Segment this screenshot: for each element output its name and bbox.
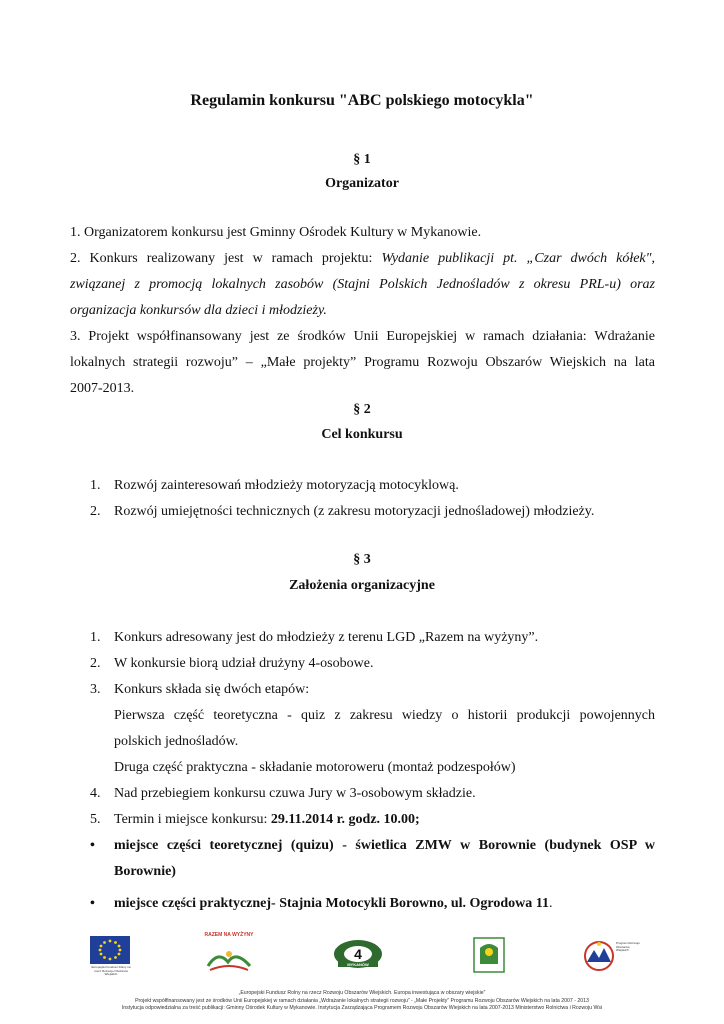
list-item-sub: Pierwsza część teoretyczna - quiz z zakresu wiedzy o historii produkcji powojennych polskich jednośladów. Druga część praktyczna - składanie motoroweru (montaż podzespołów) [114, 708, 655, 775]
eu-flag-logo: Europejski Fundusz Rolny na rzecz Rozwoju Obszarów Wiejskich [88, 936, 132, 981]
list-item: 4. Nad przebiegiem konkursu czuwa Jury w 3-osobowym składzie. [90, 786, 476, 801]
organization-list [90, 625, 655, 917]
list-item: 1. Rozwój zainteresowań młodzieży motoryzacją motocyklową. [90, 478, 459, 493]
project-paragraph-line3: organizacja konkursów dla dzieci i młodzieży. [70, 303, 327, 318]
list-item: 3. Konkurs składa się dwóch etapów: [90, 682, 310, 697]
project-paragraph-line1: 2. Konkurs realizowany jest w ramach projektu: Wydanie publikacji pt. „Czar dwóch kółek", [70, 251, 656, 266]
section-1-mark: § 1 [353, 152, 371, 167]
section-1-body [70, 220, 655, 402]
footer-logos [0, 932, 724, 986]
contest-date: 29.11.2014 r. godz. 10.00; [270, 812, 420, 827]
document-title: Regulamin konkursu "ABC polskiego motocykla" [190, 92, 534, 109]
list-item: 2. W konkursie biorą udział drużyny 4-osobowe. [90, 656, 374, 671]
organizer-paragraph: 1. Organizatorem konkursu jest Gminny Ośrodek Kultury w Mykanowie. [70, 225, 482, 240]
section-2-heading: Cel konkursu [321, 427, 403, 442]
funding-paragraph-line1: 3. Projekt współfinansowany jest ze środków Unii Europejskiej w ramach działania: Wdrażanie [70, 329, 655, 344]
goals-list [90, 473, 655, 525]
funding-paragraph-line2: lokalnych strategii rozwoju” – „Małe projekty” Programu Rozwoju Obszarów Wiejskich na lata [70, 355, 655, 370]
list-item: 2. Rozwój umiejętności technicznych (z zakresu motoryzacji jednośladowej) młodzieży. [90, 504, 595, 519]
leader-logo [472, 936, 506, 981]
section-1-heading: Organizator [325, 176, 399, 191]
footer-line-3: Instytucja odpowiedzialna za treść publikacji: Gminny Ośrodek Kultury w Mykanowie. Instytucja Zarządzająca Programem Rozwoju Obszarów Wiejskich na lata 2007-2013 Ministerstwo Rolnictwa i Rozwoju Wsi [121, 1005, 603, 1012]
funding-paragraph-line3: 2007-2013. [70, 381, 135, 396]
project-title-italic: Wydanie publikacji pt. „Czar dwóch kółek", [381, 251, 656, 266]
razem-na-wyzyny-logo: RAZEM NA WYŻYNY [204, 936, 254, 981]
section-2-mark: § 2 [353, 402, 371, 417]
footer-line-2: Projekt współfinansowany jest ze środków Unii Europejskiej w ramach działania „Wdrażanie lokalnych strategii rozwoju” - „Małe Projekty” Programu Rozwoju Obszarów Wiejskich na lata 2007 - 2013 [135, 997, 589, 1004]
project-paragraph-line2: związanej z promocją lokalnych zasobów (Stajni Polskich Jednośladów z okresu PRL-u) oraz [70, 277, 655, 292]
bullet-item: • miejsce części teoretycznej (quizu) - świetlica ZMW w Borownie (budynek OSP w Borownie) [90, 838, 655, 879]
mykanow-logo: 4 MYKANÓW [330, 936, 386, 981]
list-item: 5. Termin i miejsce konkursu: 29.11.2014 r. godz. 10.00; [90, 812, 420, 827]
footer-text [0, 990, 724, 1013]
prow-logo: Program Rozwoju Obszarów Wiejskich [582, 936, 616, 981]
svg-text:4: 4 [354, 946, 362, 962]
list-item: 1. Konkurs adresowany jest do młodzieży z terenu LGD „Razem na wyżyny”. [90, 630, 539, 645]
bullet-item: • miejsce części praktycznej- Stajnia Motocykli Borowno, ul. Ogrodowa 11. [90, 896, 553, 911]
section-3-heading: Założenia organizacyjne [289, 578, 435, 593]
footer-line-1: „Europejski Fundusz Rolny na rzecz Rozwoju Obszarów Wiejskich. Europa inwestująca w obszary wiejskie” [238, 990, 486, 996]
section-3-mark: § 3 [353, 552, 371, 567]
